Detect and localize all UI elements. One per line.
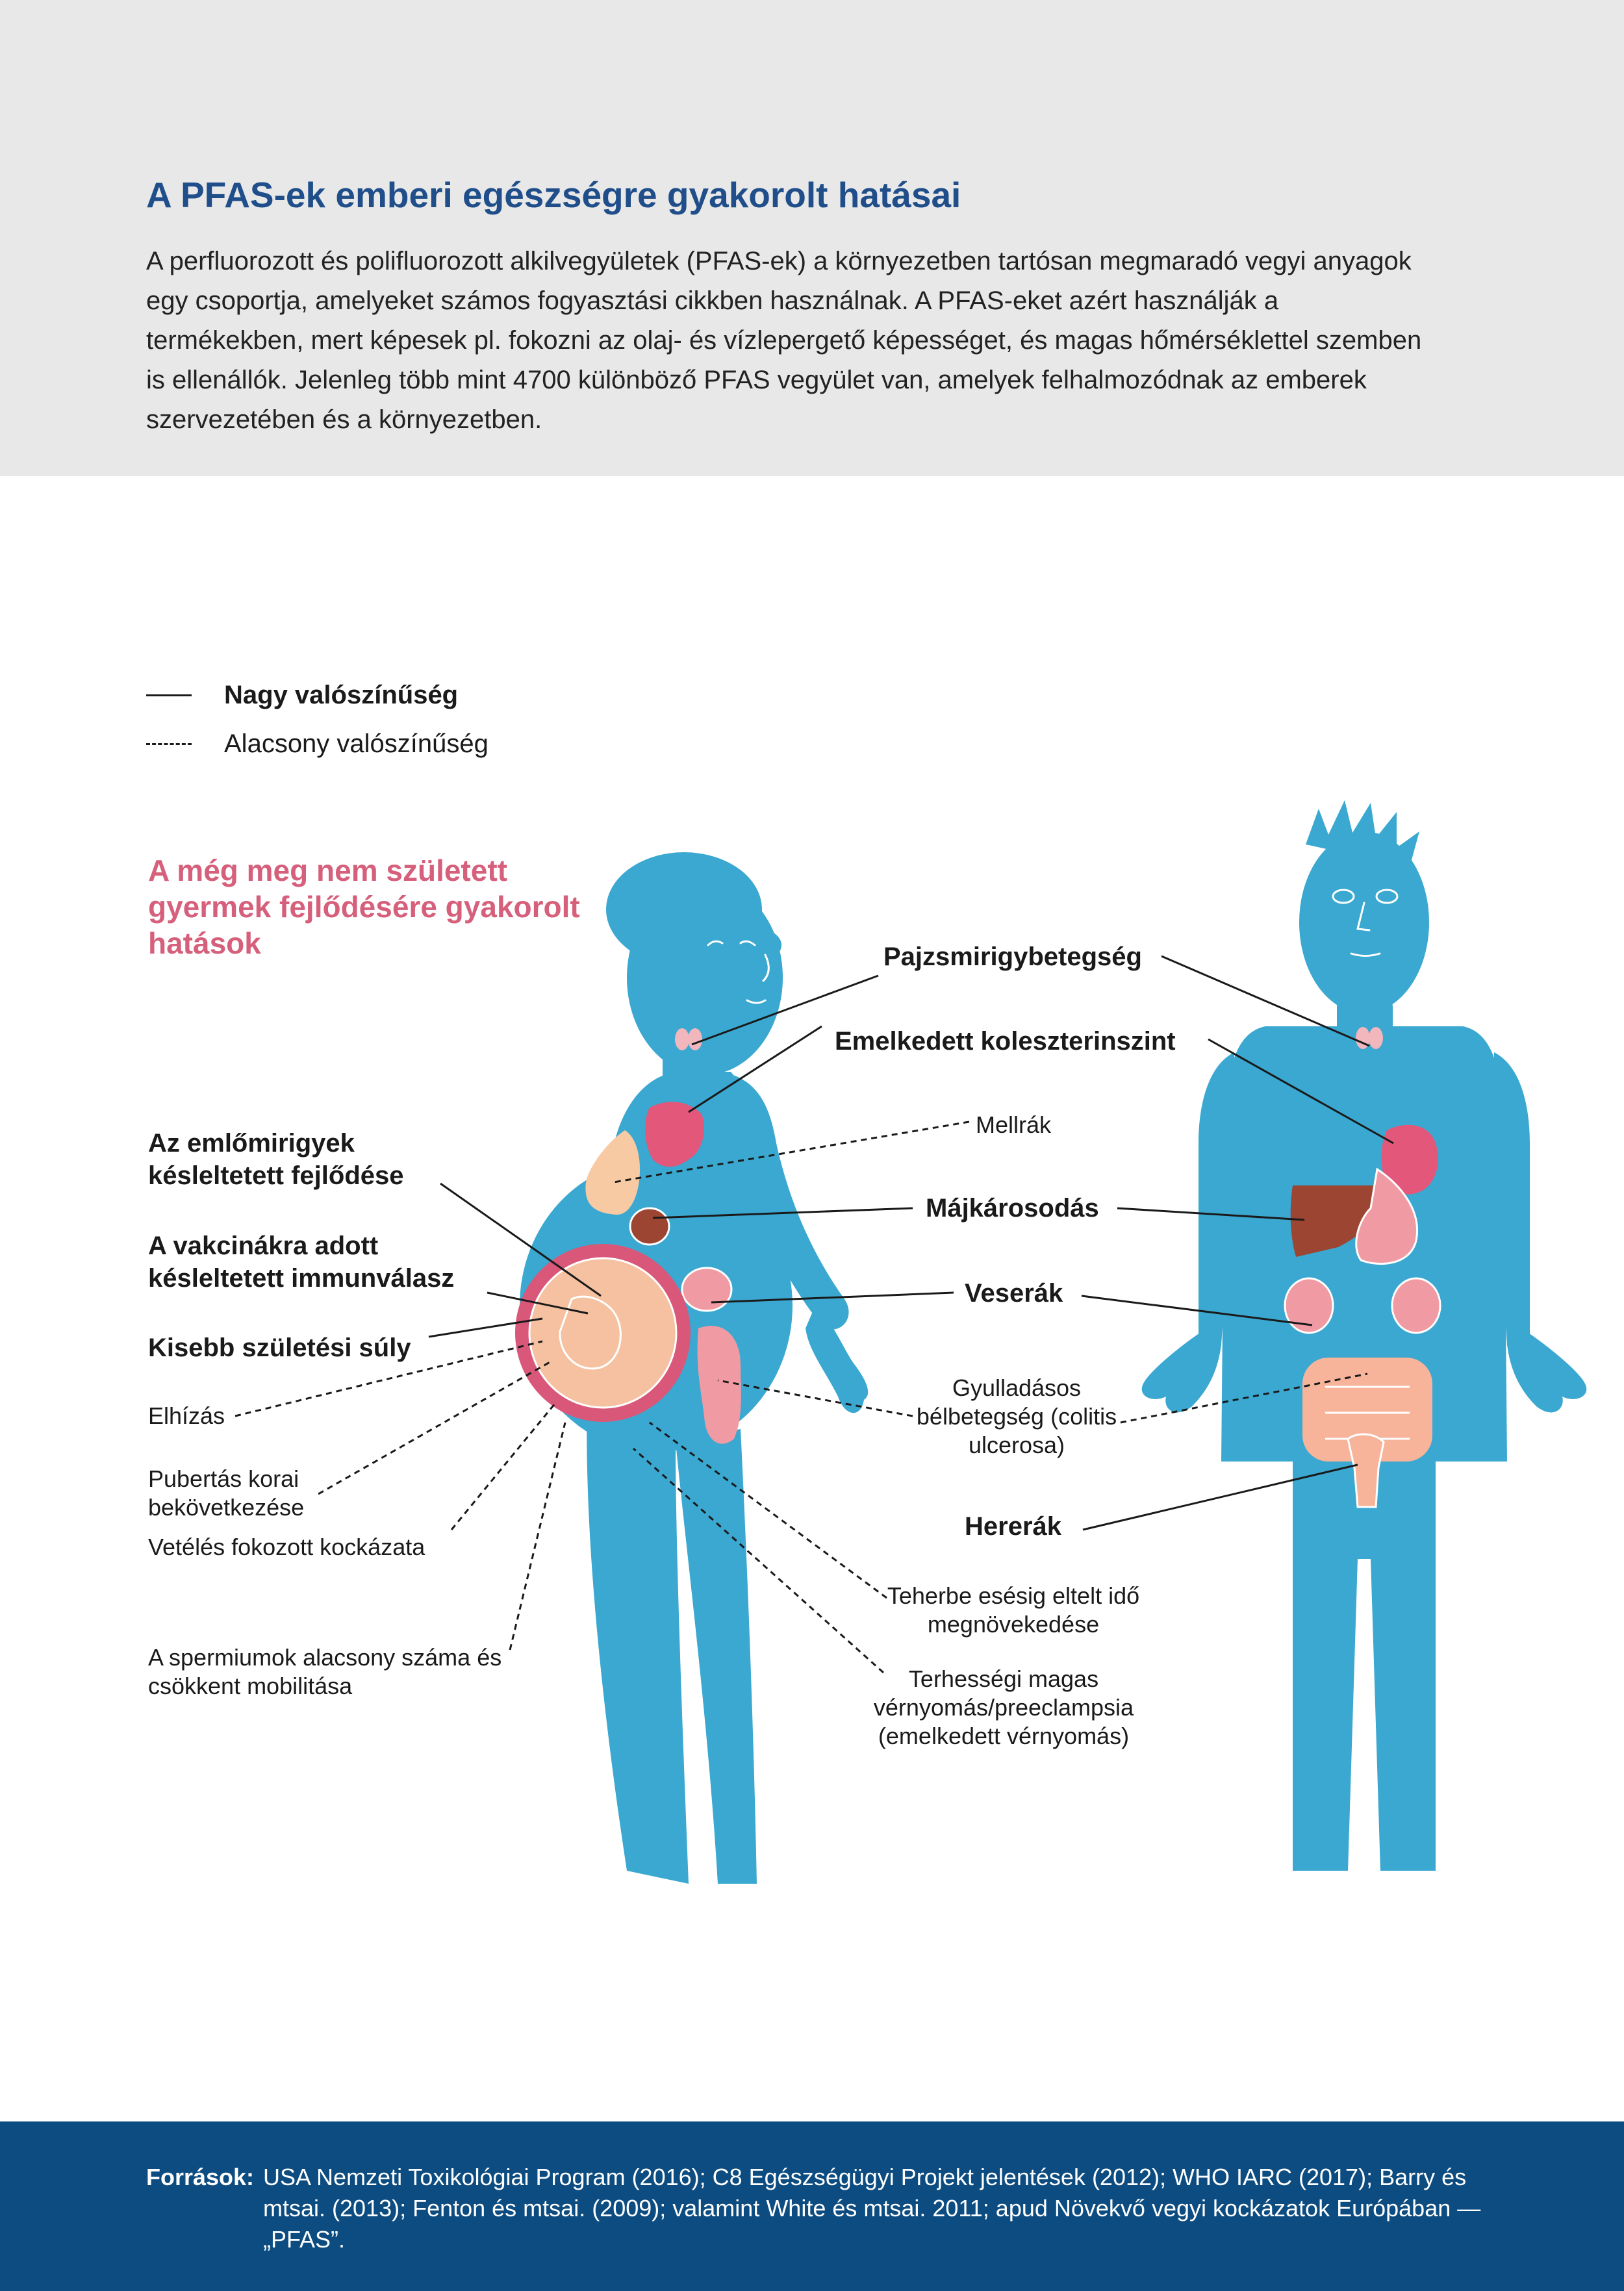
woman-hair-top xyxy=(723,927,781,963)
fetus xyxy=(529,1258,676,1408)
man-head xyxy=(1299,831,1429,1013)
label-preeclampsia: Terhességi magas vérnyomás/preeclampsia (emelkedett vérnyomás) xyxy=(873,1665,1134,1749)
unborn-effects-title: A még meg nem született gyermek fejlődésére gyakorolt hatások xyxy=(148,854,580,960)
label-miscarriage: Vetélés fokozott kockázata xyxy=(148,1534,425,1560)
woman-left-leg xyxy=(587,1377,689,1884)
label-cholesterol: Emelkedett koleszterinszint xyxy=(835,1027,1176,1056)
label-fertility: Teherbe esésig eltelt idő megnövekedése xyxy=(887,1582,1140,1638)
legend-low-label: Alacsony valószínűség xyxy=(224,729,488,758)
label-liver: Májkárosodás xyxy=(926,1194,1099,1222)
label-ibd: Gyulladásos bélbetegség (colitis ulcerosa) xyxy=(916,1374,1117,1458)
man-right-hand xyxy=(1507,1332,1586,1412)
line-miscarriage xyxy=(451,1403,555,1530)
label-sperm: A spermiumok alacsony száma és csökkent mobilitása xyxy=(148,1644,502,1699)
sources-label: Források: xyxy=(146,2164,255,2190)
legend-high-label: Nagy valószínűség xyxy=(224,680,459,709)
man-kidney-right xyxy=(1392,1278,1440,1333)
line-puberty xyxy=(318,1361,552,1494)
man-figure xyxy=(1142,800,1587,1871)
man-left-hand xyxy=(1142,1332,1221,1412)
woman-kidney xyxy=(682,1268,731,1311)
label-obesity: Elhízás xyxy=(148,1402,225,1429)
label-birth-weight: Kisebb születési súly xyxy=(148,1334,411,1362)
woman-breast xyxy=(585,1130,640,1215)
line-sperm xyxy=(510,1423,565,1650)
label-puberty: Pubertás korai bekövetkezése xyxy=(148,1465,305,1521)
label-kidney: Veserák xyxy=(965,1279,1063,1308)
woman-liver xyxy=(630,1208,669,1245)
sources-text: USA Nemzeti Toxikológiai Program (2016); C8 Egészségügyi Projekt jelentések (2012); WHO IARC (2017); Barry és mtsai. (2013); Fenton és mtsai. (2009); valamint White és mtsai. 2011; apud Növekvő vegyi kockázatok Európában — „PFAS”. xyxy=(263,2164,1481,2253)
label-thyroid: Pajzsmirigybetegség xyxy=(883,943,1142,971)
label-testicular: Hererák xyxy=(965,1512,1062,1541)
label-vaccine: A vakcinákra adott késleltetett immunválasz xyxy=(148,1232,455,1293)
label-breast-cancer: Mellrák xyxy=(976,1111,1052,1138)
intro-paragraph: A perfluorozott és polifluorozott alkilvegyületek (PFAS-ek) a környezetben tartósan megmaradó vegyi anyagok egy csoportja, amelyeket számos fogyasztási cikkben használnak. A PFAS-eket azért használják a termékekben, mert képesek pl. fokozni az olaj- és vízlepergető képességet, és magas hőmérséklettel szemben is ellenállók. Jelenleg több mint 4700 különböző PFAS vegyület van, amelyek felhalmozódnak az emberek szervezetében és a környezetben. xyxy=(146,247,1422,434)
label-mammary: Az emlőmirigyek késleltetett fejlődése xyxy=(148,1129,404,1190)
page-title: A PFAS-ek emberi egészségre gyakorolt hatásai xyxy=(146,175,961,215)
